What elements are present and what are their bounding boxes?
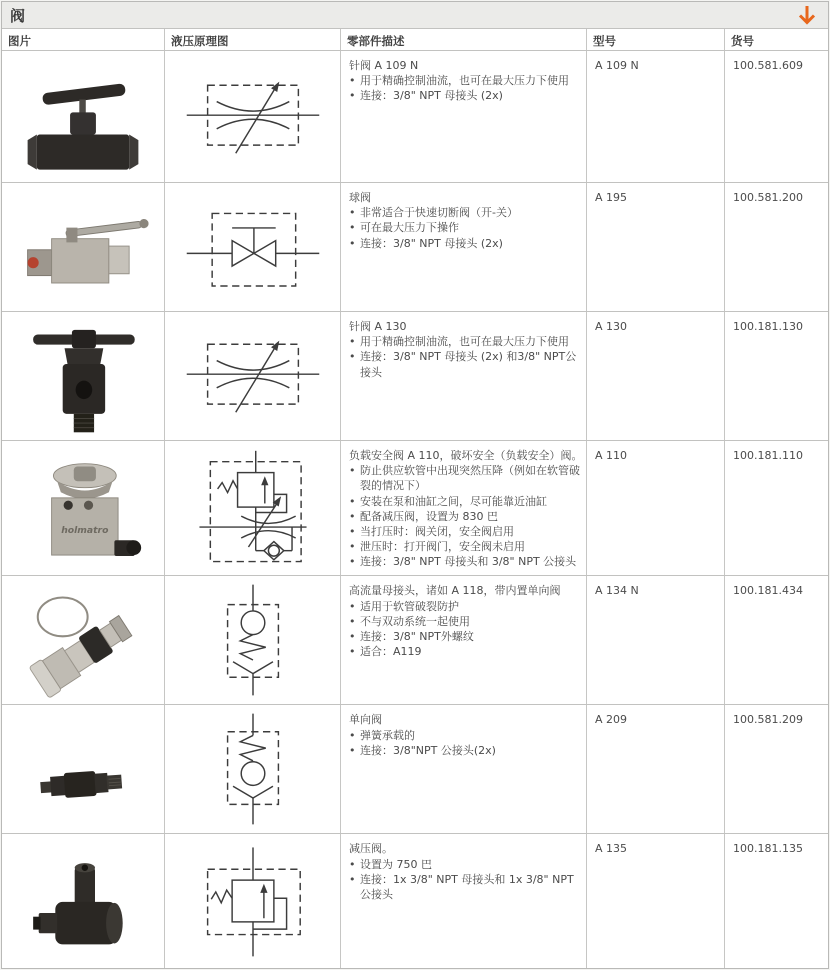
hydraulic-schematic-cell bbox=[165, 51, 341, 182]
article-number: 100.581.200 bbox=[733, 191, 803, 204]
column-header-picture: 图片 bbox=[2, 29, 165, 50]
product-photo bbox=[8, 187, 158, 307]
hydraulic-schematic-icon bbox=[173, 449, 333, 567]
bullet-item bbox=[349, 524, 583, 539]
bullet-item bbox=[349, 614, 583, 629]
part-title: 单向阀 bbox=[349, 713, 382, 727]
hydraulic-schematic-icon bbox=[173, 58, 333, 176]
bullet-dot: • bbox=[349, 629, 356, 643]
model-number: A 134 N bbox=[587, 576, 725, 704]
article-number: 100.181.135 bbox=[733, 842, 803, 856]
bullet-dot: • bbox=[349, 599, 356, 613]
part-description-cell bbox=[341, 312, 587, 440]
bullet-dot: • bbox=[349, 645, 356, 659]
bullet-dot: • bbox=[349, 221, 356, 235]
bullet-text: 当打压时：阀关闭，安全阀启用 bbox=[360, 524, 514, 538]
product-photo bbox=[8, 841, 158, 961]
part-title: 负载安全阀 A 110，破坏安全（负载安全）阀。 bbox=[349, 449, 583, 462]
product-photo bbox=[8, 580, 158, 700]
bullet-text: 连接：3/8" NPT 母接头和 3/8" NPT 公接头 bbox=[360, 555, 577, 569]
bullet-dot: • bbox=[349, 335, 356, 349]
part-title: 减压阀。 bbox=[349, 842, 393, 856]
product-photo-cell bbox=[2, 312, 165, 440]
column-header-article: 货号 bbox=[731, 34, 754, 48]
bullet-item bbox=[349, 872, 583, 902]
table-row bbox=[2, 51, 828, 183]
column-header-model: 型号 bbox=[587, 29, 725, 50]
bullet-text: 弹簧承载的 bbox=[360, 728, 415, 742]
table-row bbox=[2, 441, 828, 576]
table-header-row bbox=[2, 29, 828, 51]
part-description-cell bbox=[341, 51, 587, 182]
hydraulic-schematic-icon bbox=[173, 710, 333, 828]
table-row bbox=[2, 312, 828, 441]
part-title: 球阀 bbox=[349, 191, 371, 204]
section-title-bar bbox=[2, 2, 828, 29]
model-number: A 130 bbox=[587, 312, 725, 440]
hydraulic-schematic-cell bbox=[165, 312, 341, 440]
part-feature-list bbox=[349, 728, 583, 758]
catalog-page bbox=[1, 1, 829, 969]
bullet-dot: • bbox=[349, 464, 356, 478]
table-row bbox=[2, 183, 828, 312]
article-number: 100.181.130 bbox=[733, 320, 803, 333]
scroll-down-arrow-icon[interactable] bbox=[796, 3, 818, 27]
table-row bbox=[2, 576, 828, 705]
hydraulic-schematic-cell bbox=[165, 183, 341, 311]
part-title: 针阀 A 130 bbox=[349, 320, 407, 333]
bullet-item bbox=[349, 205, 583, 220]
product-photo bbox=[8, 57, 158, 177]
bullet-text: 可在最大压力下操作 bbox=[360, 221, 459, 235]
article-number: 100.581.209 bbox=[733, 713, 803, 727]
hydraulic-schematic-cell bbox=[165, 705, 341, 833]
column-header-description: 零部件描述 bbox=[341, 29, 587, 50]
bullet-text: 连接：3/8" NPT 母接头 (2x) 和3/8" NPT公接头 bbox=[360, 350, 577, 379]
part-feature-list bbox=[349, 334, 583, 380]
page-title: 阀 bbox=[10, 6, 26, 25]
article-number: 100.181.434 bbox=[733, 584, 803, 598]
bullet-dot: • bbox=[349, 540, 356, 554]
hydraulic-schematic-icon bbox=[173, 317, 333, 435]
part-feature-list bbox=[349, 857, 583, 903]
bullet-item bbox=[349, 728, 583, 743]
product-photo bbox=[8, 709, 158, 829]
bullet-item bbox=[349, 629, 583, 644]
bullet-text: 安装在泵和油缸之间，尽可能靠近油缸 bbox=[360, 494, 547, 508]
bullet-item bbox=[349, 743, 583, 758]
product-photo-cell bbox=[2, 441, 165, 575]
product-photo bbox=[8, 448, 158, 568]
bullet-text: 不与双动系统一起使用 bbox=[360, 614, 470, 628]
bullet-item bbox=[349, 494, 583, 509]
part-feature-list bbox=[349, 599, 583, 660]
bullet-text: 用于精确控制油流，也可在最大压力下使用 bbox=[360, 335, 569, 349]
bullet-dot: • bbox=[349, 614, 356, 628]
bullet-dot: • bbox=[349, 89, 356, 103]
bullet-item bbox=[349, 463, 583, 493]
model-number: A 109 N bbox=[587, 51, 725, 182]
bullet-item bbox=[349, 236, 583, 251]
bullet-text: 非常适合于快速切断阀（开-关） bbox=[360, 206, 518, 220]
bullet-text: 连接：1x 3/8" NPT 母接头和 1x 3/8" NPT 公接头 bbox=[360, 872, 574, 901]
article-number: 100.181.110 bbox=[733, 449, 803, 462]
model-number: A 135 bbox=[587, 834, 725, 968]
bullet-item bbox=[349, 349, 583, 379]
hydraulic-schematic-icon bbox=[173, 188, 333, 306]
bullet-item bbox=[349, 88, 583, 103]
hydraulic-schematic-cell bbox=[165, 834, 341, 968]
part-description-cell bbox=[341, 183, 587, 311]
bullet-dot: • bbox=[349, 857, 356, 871]
bullet-text: 连接：3/8"NPT 公接头(2x) bbox=[360, 743, 496, 757]
bullet-item bbox=[349, 334, 583, 349]
part-title: 针阀 A 109 N bbox=[349, 59, 419, 72]
bullet-dot: • bbox=[349, 494, 356, 508]
bullet-dot: • bbox=[349, 728, 356, 742]
bullet-item bbox=[349, 220, 583, 235]
bullet-text: 设置为 750 巴 bbox=[360, 857, 432, 871]
hydraulic-schematic-icon bbox=[173, 581, 333, 699]
bullet-dot: • bbox=[349, 555, 356, 569]
bullet-item bbox=[349, 644, 583, 659]
part-description-cell bbox=[341, 834, 587, 968]
part-feature-list bbox=[349, 463, 583, 569]
part-description-cell bbox=[341, 441, 587, 575]
product-table bbox=[2, 29, 828, 968]
part-description-cell bbox=[341, 705, 587, 833]
hydraulic-schematic-icon bbox=[173, 842, 333, 960]
hydraulic-schematic-cell bbox=[165, 441, 341, 575]
bullet-dot: • bbox=[349, 524, 356, 538]
bullet-dot: • bbox=[349, 743, 356, 757]
bullet-dot: • bbox=[349, 509, 356, 523]
product-photo-cell bbox=[2, 705, 165, 833]
table-row bbox=[2, 705, 828, 834]
bullet-text: 防止供应软管中出现突然压降（例如在软管破裂的情况下） bbox=[360, 464, 580, 493]
bullet-text: 连接：3/8" NPT 母接头 (2x) bbox=[360, 236, 503, 250]
part-title: 高流量母接头，诸如 A 118，带内置单向阀 bbox=[349, 584, 561, 598]
table-row bbox=[2, 834, 828, 968]
bullet-text: 连接：3/8" NPT 母接头 (2x) bbox=[360, 89, 503, 103]
bullet-item bbox=[349, 599, 583, 614]
hydraulic-schematic-cell bbox=[165, 576, 341, 704]
bullet-dot: • bbox=[349, 74, 356, 88]
bullet-text: 适用于软管破裂防护 bbox=[360, 599, 459, 613]
bullet-dot: • bbox=[349, 872, 356, 886]
bullet-item bbox=[349, 857, 583, 872]
column-header-schematic: 液压原理图 bbox=[165, 29, 341, 50]
part-feature-list bbox=[349, 205, 583, 251]
bullet-item bbox=[349, 554, 583, 569]
model-number: A 110 bbox=[587, 441, 725, 575]
product-photo-cell bbox=[2, 576, 165, 704]
bullet-item bbox=[349, 509, 583, 524]
bullet-dot: • bbox=[349, 206, 356, 220]
bullet-text: 适合：A119 bbox=[360, 645, 422, 659]
product-photo-cell bbox=[2, 834, 165, 968]
model-number: A 195 bbox=[587, 183, 725, 311]
bullet-item bbox=[349, 539, 583, 554]
part-description-cell bbox=[341, 576, 587, 704]
table-body bbox=[2, 51, 828, 968]
bullet-dot: • bbox=[349, 236, 356, 250]
bullet-item bbox=[349, 73, 583, 88]
bullet-text: 连接：3/8" NPT外螺纹 bbox=[360, 629, 474, 643]
article-number: 100.581.609 bbox=[733, 59, 803, 72]
part-feature-list bbox=[349, 73, 583, 103]
model-number: A 209 bbox=[587, 705, 725, 833]
bullet-text: 用于精确控制油流，也可在最大压力下使用 bbox=[360, 74, 569, 88]
product-photo bbox=[8, 316, 158, 436]
bullet-text: 配备减压阀，设置为 830 巴 bbox=[360, 509, 498, 523]
product-photo-cell bbox=[2, 51, 165, 182]
product-photo-cell bbox=[2, 183, 165, 311]
bullet-text: 泄压时：打开阀门，安全阀未启用 bbox=[360, 540, 525, 554]
bullet-dot: • bbox=[349, 350, 356, 364]
